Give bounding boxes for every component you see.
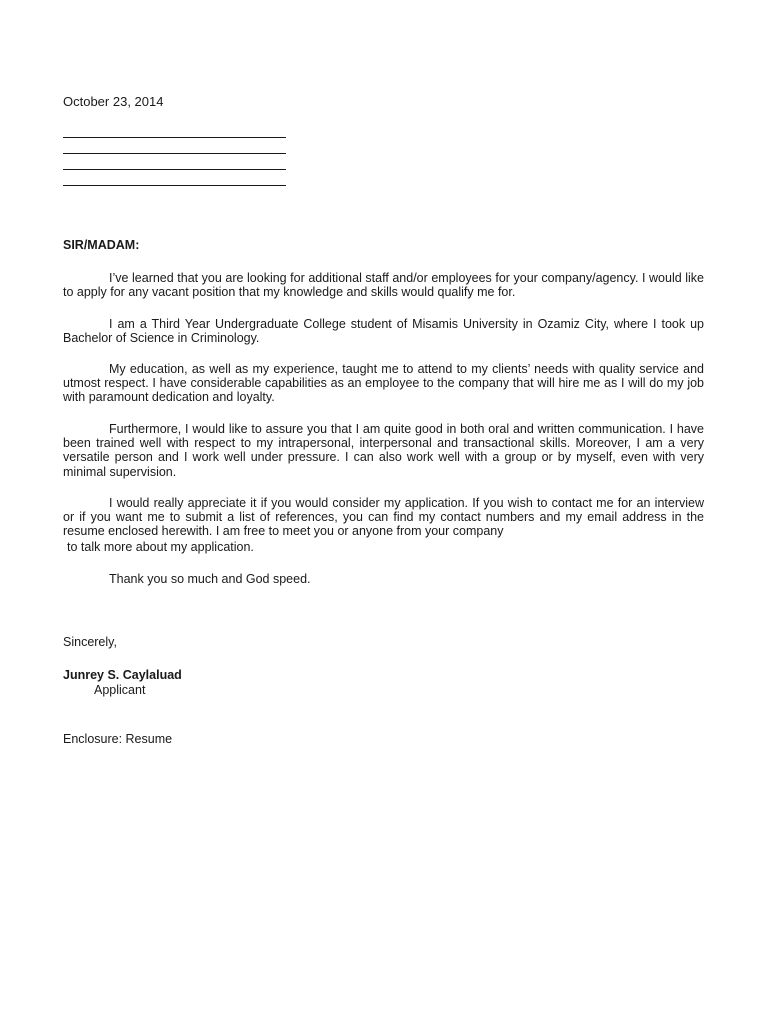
signer-role: Applicant <box>94 683 146 697</box>
complimentary-close: Sincerely, <box>63 635 117 649</box>
enclosure-note: Enclosure: Resume <box>63 732 173 746</box>
recipient-blank-line <box>63 169 286 170</box>
body-paragraph-3: My education, as well as my experience, taught me to attend to my clients’ needs with quality service and utmost respect. I have considerable capabilities as an employee to the company that will hire me as I will do my job with paramount dedication and loyalty. <box>63 362 704 405</box>
recipient-blank-line <box>63 153 286 154</box>
body-paragraph-5-tail: to talk more about my application. <box>67 540 254 554</box>
recipient-blank-line <box>63 137 286 138</box>
body-paragraph-5: I would really appreciate it if you would consider my application. If you wish to contact me for an interview or if you want me to submit a list of references, you can find my contact numbers and my email address in the resume enclosed herewith. I am free to meet you or anyone from your company <box>63 496 704 539</box>
salutation: SIR/MADAM: <box>63 238 140 252</box>
body-paragraph-1: I’ve learned that you are looking for additional staff and/or employees for your company/agency. I would like to apply for any vacant position that my knowledge and skills would qualify me for. <box>63 271 704 300</box>
body-paragraph-4: Furthermore, I would like to assure you that I am quite good in both oral and written communication. I have been trained well with respect to my intrapersonal, interpersonal and transactional skills. Moreover, I am a very versatile person and I work well under pressure. I can also work well with a group or by myself, even with very minimal supervision. <box>63 422 704 479</box>
recipient-blank-line <box>63 185 286 186</box>
signer-name: Junrey S. Caylaluad <box>63 668 182 682</box>
body-paragraph-2: I am a Third Year Undergraduate College student of Misamis University in Ozamiz City, where I took up Bachelor of Science in Criminology. <box>63 317 704 346</box>
letter-date: October 23, 2014 <box>63 94 164 109</box>
thank-you-line: Thank you so much and God speed. <box>109 572 311 586</box>
